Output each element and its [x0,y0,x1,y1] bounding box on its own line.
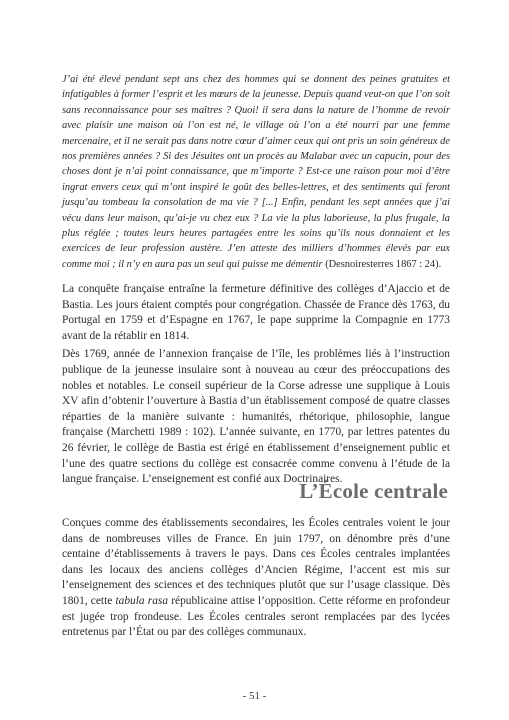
paragraph [62,516,450,641]
paragraph-part: Conçues comme des établissements secondaires, les Écoles centrales voient le jour dans de nombreuses villes de France. En juin 1797, on dénombre près d’une centaine d’établissements à travers le pays. Dans ces Écoles centrales implantées dans les locaux des anciens collèges d’Ancien Régime, l’accent est mis sur l’enseignement des sciences et des techniques plutôt que sur l’usage classique. Dès 1801, cette [62,517,450,607]
section-1-body [62,282,450,488]
block-quote [62,72,450,272]
paragraph: La conquête française entraîne la fermeture définitive des collèges d’Ajaccio et de Bastia. Les jours étaient comptés pour congrégation. Chassée de France dès 1763, du Portugal en 1759 et d’Espagne en 1767, le pape supprime la Compagnie en 1773 avant de la rétablir en 1814. [62,283,450,342]
quote-citation: (Desnoiresterres 1867 : 24). [322,258,442,270]
paragraph: Dès 1769, année de l’annexion française de l’île, les problèmes liés à l’instruction publique de la jeunesse insulaire sont à nouveau au cœur des préoccupations des nobles et notables. Le conseil supérieur de la Corse adresse une supplique à Louis XV afin d’obtenir l’ouverture à Bastia d’un établissement composé de quatre classes réparties de la manière suivante : humanités, rhétorique, philosophie, langue française (Marchetti 1989 : 102). L’année suivante, en 1770, par lettres patentes du 26 février, le collège de Bastia est érigé en établissement d’enseignement public et l’une des quatre sections du collège est consacrée comme convenu à l’étude de la langue française. L’enseignement est confié aux Doctrinaires. [62,348,450,486]
section-2-body [62,516,450,641]
section-heading: L’École centrale [299,479,448,503]
quote-text: J’ai été élevé pendant sept ans chez des hommes qui se donnent des peines gratuites et infatigables à former l’esprit et les mœurs de la jeunesse. Depuis quand veut-on que l’on soit sans reconnaissance pour ses maîtres ? Quoi! il sera dans la nature de l’homme de revoir avec plaisir une maison où l’on est né, le village où l’on a été nourri par une femme mercenaire, et il ne serait pas dans notre cœur d’aimer ceux qui ont pris un soin généreux de nos premières années ? Si des Jésuites ont un procès au Malabar avec un capucin, pour des choses dont je n’ai point connaissance, que m’importe ? Est-ce une raison pour moi d’être ingrat envers ceux qui m’ont inspiré le goût des belles-lettres, et des sentiments qui feront jusqu’au tombeau la consolation de ma vie ? [...] Enfin, pendant les sept années que j’ai vécu dans leur maison, qu’ai-je vu chez eux ? La vie la plus laborieuse, la plus frugale, la plus réglée ; toutes leurs heures partagées entre les soins qu’ils nous donnaient et les exercices de leur profession austère. J’en atteste des milliers d’hommes élevés par eux comme moi ; il n’y en aura pas un seul qui puisse me démentir [62,74,450,270]
page-number: - 51 - [242,690,267,702]
italic-term: tabula rasa [115,594,169,607]
paragraph-part: républicaine attise l’opposition. Cette réforme en profondeur est jugée trop frondeuse. Les Écoles centrales seront remplacées par des lycées entretenus par l’État ou par des collèges communaux. [62,594,451,639]
